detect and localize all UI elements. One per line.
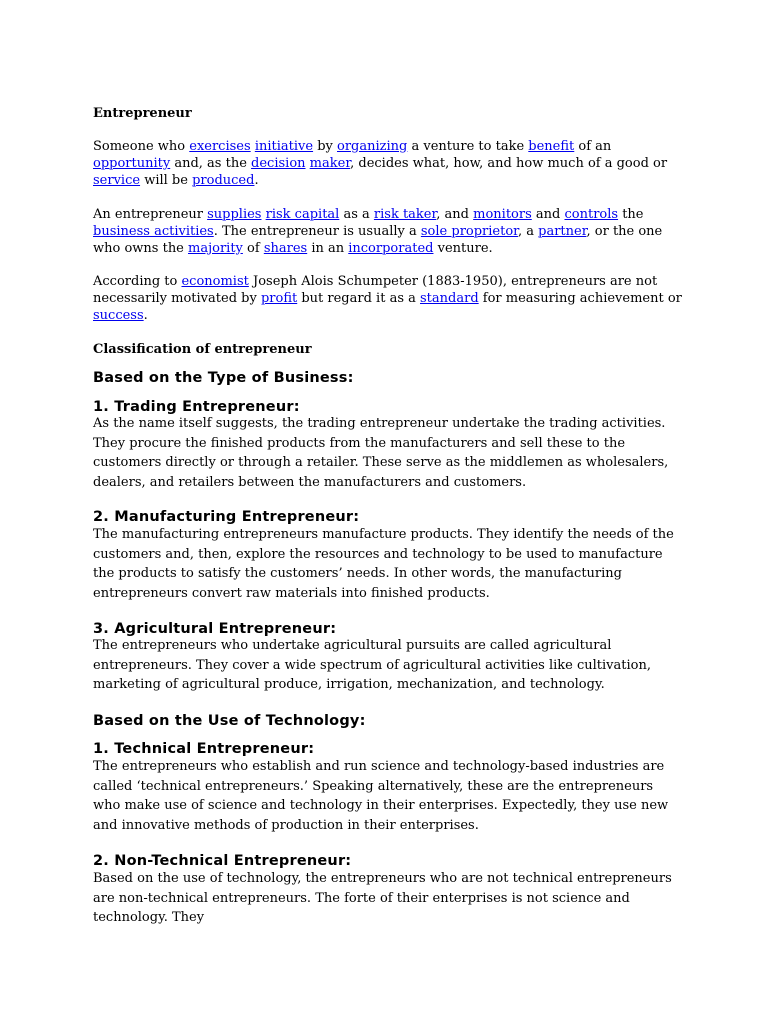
non-technical-body: Based on the use of technology, the entrepreneurs who are not technical entrepreneurs are non-technical entrepreneurs. The forte of their enterprises is not science and technology. They bbox=[93, 871, 672, 926]
link-opportunity[interactable]: opportunity bbox=[93, 156, 171, 171]
text-run: as a bbox=[339, 207, 374, 222]
supplies-paragraph bbox=[93, 206, 683, 257]
text-run: An entrepreneur bbox=[93, 207, 208, 222]
link-initiative[interactable]: initiative bbox=[254, 139, 314, 154]
link-monitors[interactable]: monitors bbox=[473, 207, 532, 222]
link-profit[interactable]: profit bbox=[260, 291, 298, 306]
link-business-activities[interactable]: business activities bbox=[93, 224, 214, 239]
non-technical-heading: 2. Non-Technical Entrepreneur: bbox=[93, 853, 352, 869]
text-run: the bbox=[618, 207, 644, 222]
schumpeter-paragraph bbox=[93, 273, 683, 324]
link-controls[interactable]: controls bbox=[564, 207, 619, 222]
text-run: a venture to take bbox=[407, 139, 529, 154]
link-majority[interactable]: majority bbox=[188, 241, 243, 256]
text-run: , and bbox=[436, 207, 474, 222]
text-run: , or the one who owns the bbox=[93, 224, 663, 256]
text-run: for measuring achievement or bbox=[478, 291, 682, 306]
link-incorporated[interactable]: incorporated bbox=[348, 241, 434, 256]
text-run: venture. bbox=[433, 241, 493, 256]
link-sole-proprietor[interactable]: sole proprietor bbox=[420, 224, 518, 239]
text-run: of an bbox=[574, 139, 612, 154]
link-success[interactable]: success bbox=[93, 308, 144, 323]
link-service[interactable]: service bbox=[93, 173, 141, 188]
trading-heading: 1. Trading Entrepreneur: bbox=[93, 399, 300, 415]
text-run: Someone who bbox=[93, 139, 190, 154]
group-heading-technology: Based on the Use of Technology: bbox=[93, 713, 366, 729]
link-organizing[interactable]: organizing bbox=[337, 139, 408, 154]
text-run: . bbox=[143, 308, 148, 323]
link-partner[interactable]: partner bbox=[538, 224, 587, 239]
text-run: by bbox=[313, 139, 337, 154]
link-produced[interactable]: produced bbox=[192, 173, 255, 188]
group-heading-business: Based on the Type of Business: bbox=[93, 370, 354, 386]
definition-paragraph bbox=[93, 138, 683, 189]
link-economist[interactable]: economist bbox=[181, 274, 249, 289]
manufacturing-body: The manufacturing entrepreneurs manufacture products. They identify the needs of the customers and, then, explore the resources and technology to be used to manufacture the products to satisfy the customers’ needs. In other words, the manufacturing entrepreneurs convert raw materials into finished products. bbox=[93, 527, 674, 601]
agricultural-heading: 3. Agricultural Entrepreneur: bbox=[93, 621, 337, 637]
link-maker[interactable]: maker bbox=[309, 156, 351, 171]
link-shares[interactable]: shares bbox=[263, 241, 308, 256]
text-run: . The entrepreneur is usually a bbox=[213, 224, 421, 239]
classification-heading: Classification of entrepreneur bbox=[93, 342, 312, 357]
text-run: will be bbox=[140, 173, 193, 188]
text-run: of bbox=[242, 241, 264, 256]
text-run: . bbox=[254, 173, 259, 188]
link-risk-capital[interactable]: risk capital bbox=[265, 207, 340, 222]
trading-body: As the name itself suggests, the trading entrepreneur undertake the trading activities. They procure the finished products from the manufacturers and sell these to the customers directly or through a retailer. These serve as the middlemen as wholesalers, dealers, and retailers between the manufacturers and customers. bbox=[93, 416, 669, 490]
link-benefit[interactable]: benefit bbox=[528, 139, 575, 154]
technical-heading: 1. Technical Entrepreneur: bbox=[93, 741, 315, 757]
text-run: According to bbox=[93, 274, 182, 289]
link-decision[interactable]: decision bbox=[251, 156, 306, 171]
text-run: , a bbox=[517, 224, 539, 239]
link-risk-taker[interactable]: risk taker bbox=[373, 207, 437, 222]
link-supplies[interactable]: supplies bbox=[207, 207, 262, 222]
agricultural-body: The entrepreneurs who undertake agricultural pursuits are called agricultural entrepreneurs. They cover a wide spectrum of agricultural activities like cultivation, marketing of agricultural produce, irrigation, mechanization, and technology. bbox=[93, 638, 651, 693]
text-run: and bbox=[531, 207, 565, 222]
link-exercises[interactable]: exercises bbox=[189, 139, 251, 154]
text-run: , decides what, how, and how much of a good or bbox=[350, 156, 668, 171]
text-run: Joseph Alois Schumpeter (1883-1950), entrepreneurs are not necessarily motivated by bbox=[93, 274, 658, 306]
technical-body: The entrepreneurs who establish and run science and technology-based industries are called ‘technical entrepreneurs.’ Speaking alternatively, these are the entrepreneurs who make use of science and technology in their enterprises. Expectedly, they use new and innovative methods of production in their enterprises. bbox=[93, 759, 669, 833]
document-title: Entrepreneur bbox=[93, 106, 192, 121]
text-run: but regard it as a bbox=[297, 291, 421, 306]
manufacturing-heading: 2. Manufacturing Entrepreneur: bbox=[93, 509, 360, 525]
text-run: in an bbox=[307, 241, 349, 256]
link-standard[interactable]: standard bbox=[420, 291, 479, 306]
text-run: and, as the bbox=[170, 156, 252, 171]
